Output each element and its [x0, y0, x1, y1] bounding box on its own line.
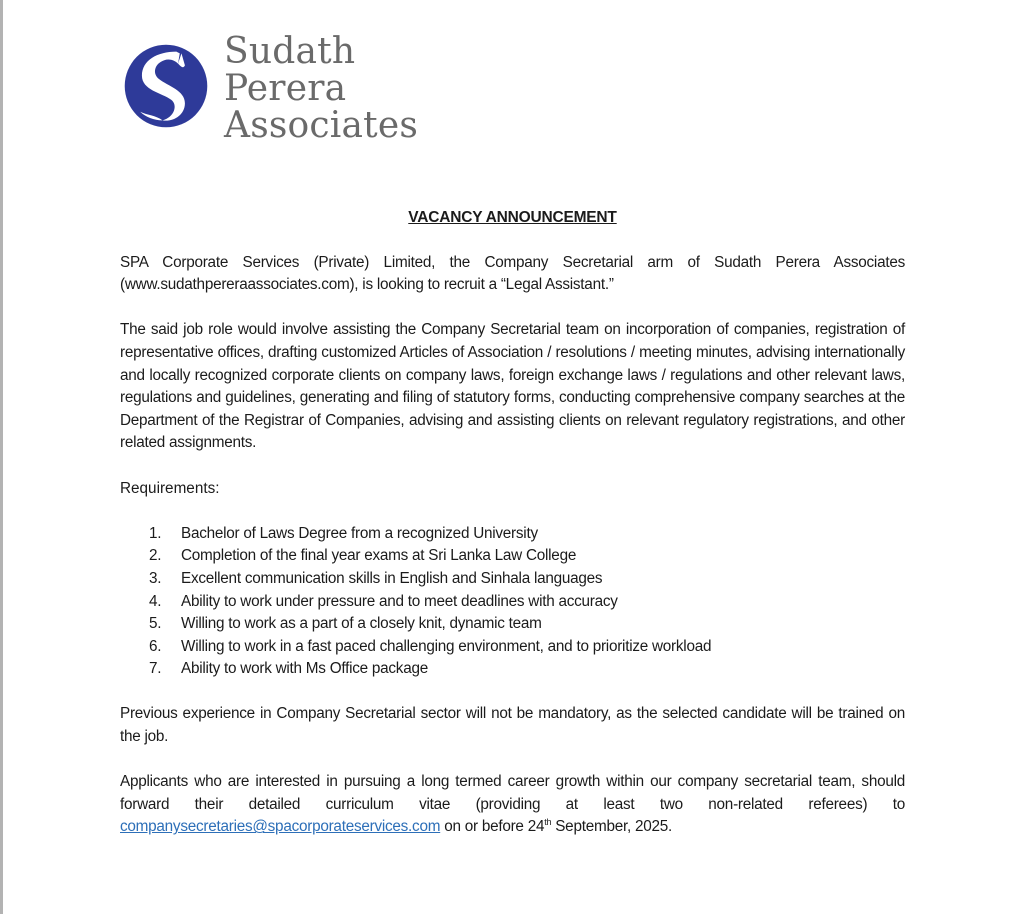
requirement-text: Willing to work as a part of a closely knit, dynamic team — [181, 615, 542, 633]
spa-s-logo-icon — [123, 43, 209, 129]
requirement-number: 6. — [149, 637, 162, 655]
logo-wordmark — [224, 33, 418, 144]
logo-line-1: Sudath — [224, 31, 356, 72]
requirement-number: 3. — [149, 569, 162, 587]
requirement-text: Ability to work with Ms Office package — [181, 660, 428, 678]
experience-note-paragraph: Previous experience in Company Secretarial sector will not be mandatory, as the selected candidate will be trained on the job. — [120, 705, 905, 746]
logo-line-3: Associates — [224, 105, 419, 146]
requirement-number: 5. — [149, 615, 162, 633]
requirement-number: 2. — [149, 547, 162, 565]
application-paragraph — [120, 771, 905, 839]
role-description-paragraph: The said job role would involve assisting the Company Secretarial team on incorporation of companies, registration of representative offices, drafting customized Articles of Association / resolutions / meeting minutes, advising internationally and locally recognized corporate clients on company laws, foreign exchange laws / regulations and other relevant laws, regulations and guidelines, generating and filing of statutory forms, conducting comprehensive company searches at the Department of the Registrar of Companies, advising and assisting clients on relevant regulatory registrations, and other related assignments. — [120, 321, 905, 452]
logo-line-2: Perera — [224, 68, 347, 109]
vacancy-document — [120, 207, 905, 862]
requirement-text: Bachelor of Laws Degree from a recognized University — [181, 524, 538, 542]
requirement-item — [149, 658, 905, 681]
document-title: VACANCY ANNOUNCEMENT — [408, 209, 617, 226]
application-text: Applicants who are interested in pursuing a long termed career growth within our company secretarial team, should forward their detailed curriculum vitae (providing at least two non-related referees) to — [120, 773, 905, 813]
requirement-item — [149, 523, 905, 546]
intro-paragraph: SPA Corporate Services (Private) Limited, the Company Secretarial arm of Sudath Perera Associates (www.sudathpereraassociates.com), is looking to recruit a “Legal Assistant.” — [120, 253, 905, 294]
page-left-edge — [0, 0, 3, 914]
application-email-link[interactable]: companysecretaries@spacorporateservices.com — [120, 818, 441, 836]
requirement-item — [149, 636, 905, 659]
requirements-heading: Requirements: — [120, 479, 220, 497]
date-ordinal-suffix: th — [544, 817, 552, 828]
requirement-text: Completion of the final year exams at Sri Lanka Law College — [181, 547, 577, 565]
requirement-text: Ability to work under pressure and to meet deadlines with accuracy — [181, 592, 618, 610]
requirement-number: 7. — [149, 660, 162, 678]
requirement-item — [149, 613, 905, 636]
company-logo — [122, 33, 422, 148]
requirements-list — [120, 523, 905, 681]
requirement-text: Excellent communication skills in English and Sinhala languages — [181, 569, 603, 587]
requirement-text: Willing to work in a fast paced challenging environment, and to prioritize workload — [181, 637, 712, 655]
deadline-text: on or before 24 — [440, 818, 545, 836]
requirement-item — [149, 545, 905, 568]
requirement-item — [149, 591, 905, 614]
requirement-number: 4. — [149, 592, 162, 610]
requirement-number: 1. — [149, 524, 162, 542]
deadline-date-text: September, 2025. — [551, 818, 672, 836]
requirement-item — [149, 568, 905, 591]
